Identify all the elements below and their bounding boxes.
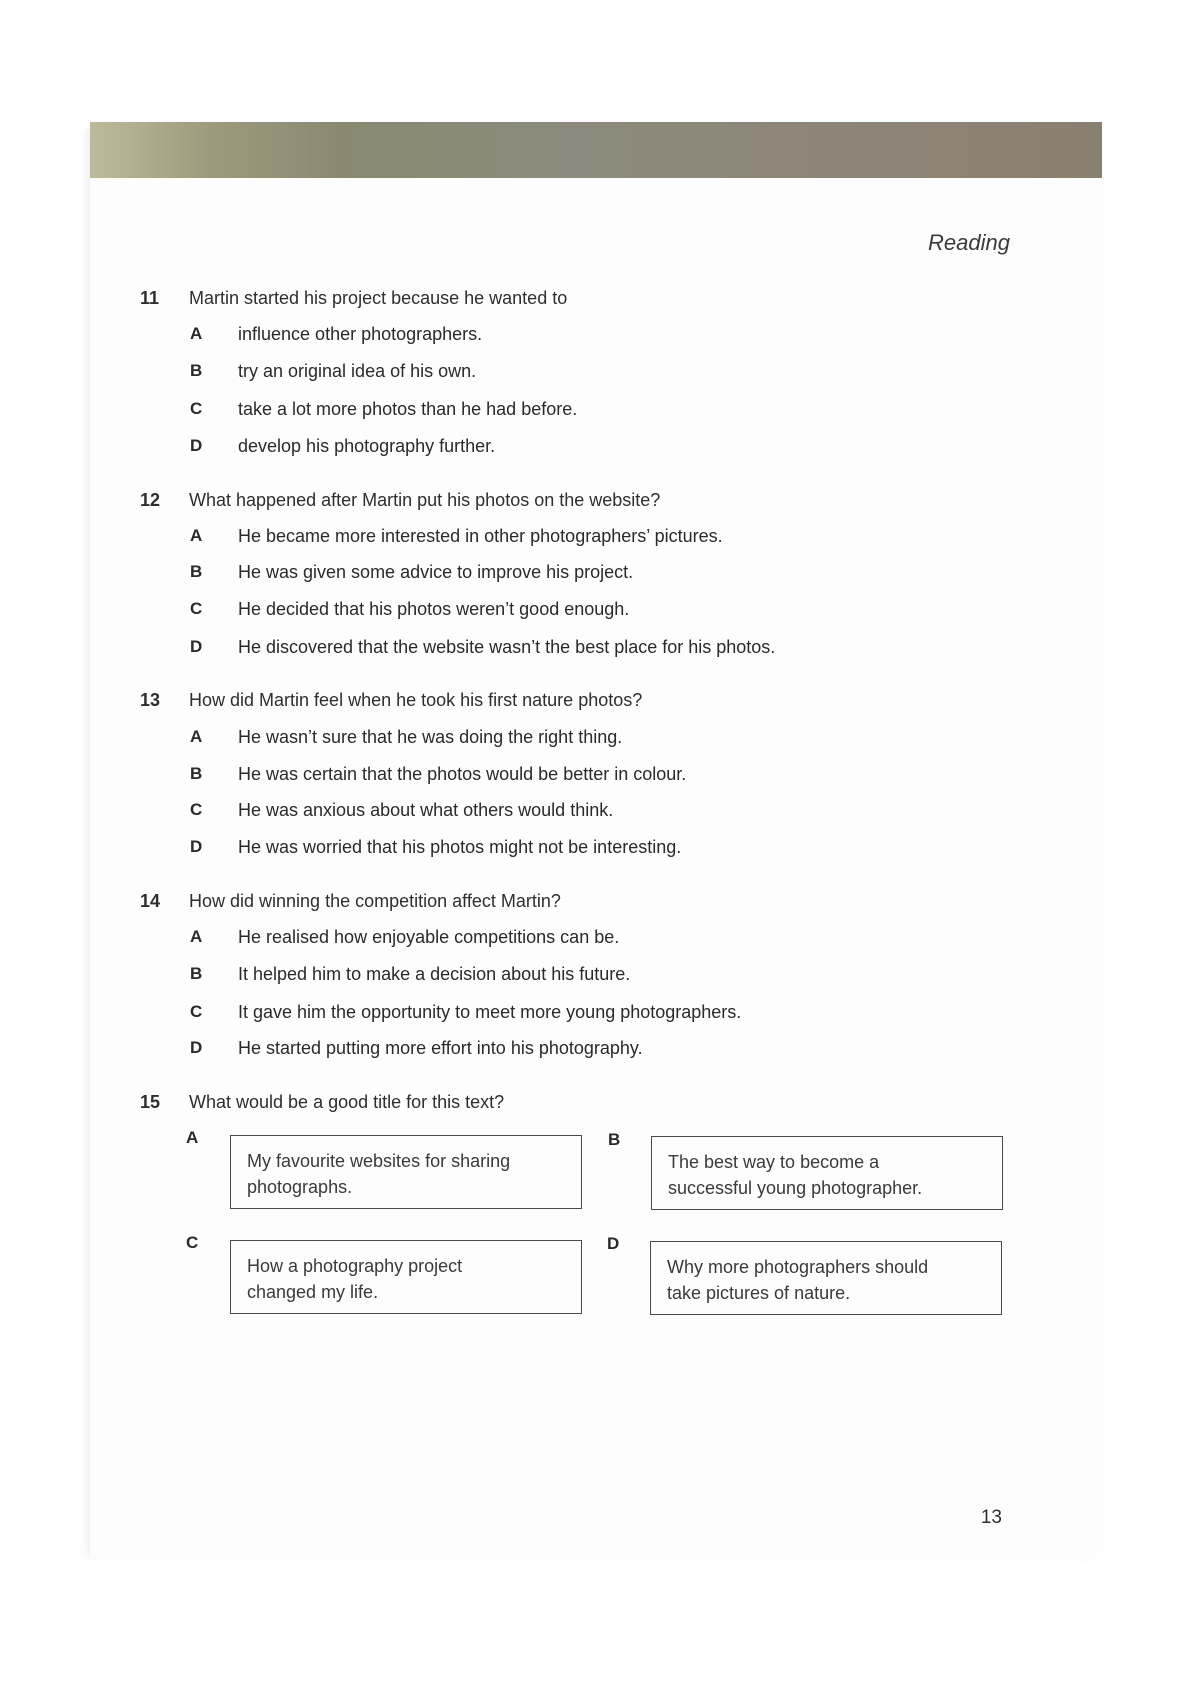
title-option-line: The best way to become a: [668, 1152, 880, 1172]
question-number: 12: [140, 490, 161, 510]
header-bar: [90, 122, 1102, 178]
question-text: What would be a good title for this text?: [189, 1092, 505, 1112]
box-letter-c: C: [186, 1233, 199, 1252]
option-text: take a lot more photos than he had before.: [238, 399, 578, 419]
option-text: He decided that his photos weren’t good enough.: [238, 599, 630, 619]
option-text: He became more interested in other photographers’ pictures.: [238, 526, 723, 546]
question-text: What happened after Martin put his photos on the website?: [189, 490, 661, 510]
option-text: develop his photography further.: [238, 436, 496, 456]
option-text: influence other photographers.: [238, 324, 483, 344]
title-option-b[interactable]: [651, 1136, 1003, 1210]
option-text: He discovered that the website wasn’t the best place for his photos.: [238, 637, 776, 657]
option-letter: C: [190, 800, 203, 819]
option-letter: D: [190, 837, 203, 856]
title-option-line: How a photography project: [247, 1256, 463, 1276]
option-a[interactable]: [90, 927, 1102, 951]
box-letter-b: B: [608, 1130, 621, 1149]
option-text: It helped him to make a decision about his future.: [238, 964, 631, 984]
option-letter: D: [190, 637, 203, 656]
option-letter: B: [190, 562, 203, 581]
option-letter: C: [190, 599, 203, 618]
title-option-c[interactable]: [230, 1240, 582, 1314]
option-c[interactable]: [90, 1002, 1102, 1026]
title-option-line: changed my life.: [247, 1282, 379, 1302]
title-option-line: Why more photographers should: [667, 1257, 929, 1277]
question-number: 11: [140, 288, 160, 308]
option-letter: C: [190, 1002, 203, 1021]
title-option-line: successful young photographer.: [668, 1178, 923, 1198]
option-text: He realised how enjoyable competitions can be.: [238, 927, 620, 947]
option-letter: A: [190, 727, 203, 746]
option-a[interactable]: [90, 727, 1102, 751]
question-number: 15: [140, 1092, 161, 1112]
option-d[interactable]: [90, 1038, 1102, 1062]
option-text: He was given some advice to improve his project.: [238, 562, 634, 582]
title-option-line: take pictures of nature.: [667, 1283, 851, 1303]
option-b[interactable]: [90, 764, 1102, 788]
box-letter-d: D: [607, 1234, 620, 1253]
option-text: He started putting more effort into his photography.: [238, 1038, 643, 1058]
box-letter-a: A: [186, 1128, 199, 1147]
option-letter: D: [190, 436, 203, 455]
option-b[interactable]: [90, 964, 1102, 988]
option-letter: A: [190, 927, 203, 946]
question-number: 14: [140, 891, 161, 911]
question-text: How did winning the competition affect Martin?: [189, 891, 561, 911]
option-text: He was worried that his photos might not be interesting.: [238, 837, 682, 857]
option-d[interactable]: [90, 436, 1102, 460]
option-a[interactable]: [90, 324, 1102, 348]
title-option-a[interactable]: [230, 1135, 582, 1209]
option-b[interactable]: [90, 361, 1102, 385]
option-d[interactable]: [90, 837, 1102, 861]
option-text: He was anxious about what others would think.: [238, 800, 614, 820]
option-text: He wasn’t sure that he was doing the right thing.: [238, 727, 623, 747]
option-letter: D: [190, 1038, 203, 1057]
option-text: It gave him the opportunity to meet more young photographers.: [238, 1002, 742, 1022]
question-text: How did Martin feel when he took his first nature photos?: [189, 690, 643, 710]
option-c[interactable]: [90, 399, 1102, 423]
title-option-d[interactable]: [650, 1241, 1002, 1315]
option-b[interactable]: [90, 562, 1102, 586]
question-text: Martin started his project because he wanted to: [189, 288, 568, 308]
option-letter: B: [190, 964, 203, 983]
option-text: He was certain that the photos would be better in colour.: [238, 764, 687, 784]
option-c[interactable]: [90, 800, 1102, 824]
title-option-line: My favourite websites for sharing: [247, 1151, 511, 1171]
section-label: Reading: [928, 230, 1010, 255]
option-letter: C: [190, 399, 203, 418]
option-a[interactable]: [90, 526, 1102, 550]
page: [90, 122, 1102, 1562]
option-letter: B: [190, 764, 203, 783]
question-number: 13: [140, 690, 161, 710]
option-letter: B: [190, 361, 203, 380]
option-d[interactable]: [90, 637, 1102, 661]
page-number: 13: [980, 1507, 1002, 1528]
option-letter: A: [190, 324, 203, 343]
option-c[interactable]: [90, 599, 1102, 623]
option-letter: A: [190, 526, 203, 545]
option-text: try an original idea of his own.: [238, 361, 477, 381]
title-option-line: photographs.: [247, 1177, 353, 1197]
